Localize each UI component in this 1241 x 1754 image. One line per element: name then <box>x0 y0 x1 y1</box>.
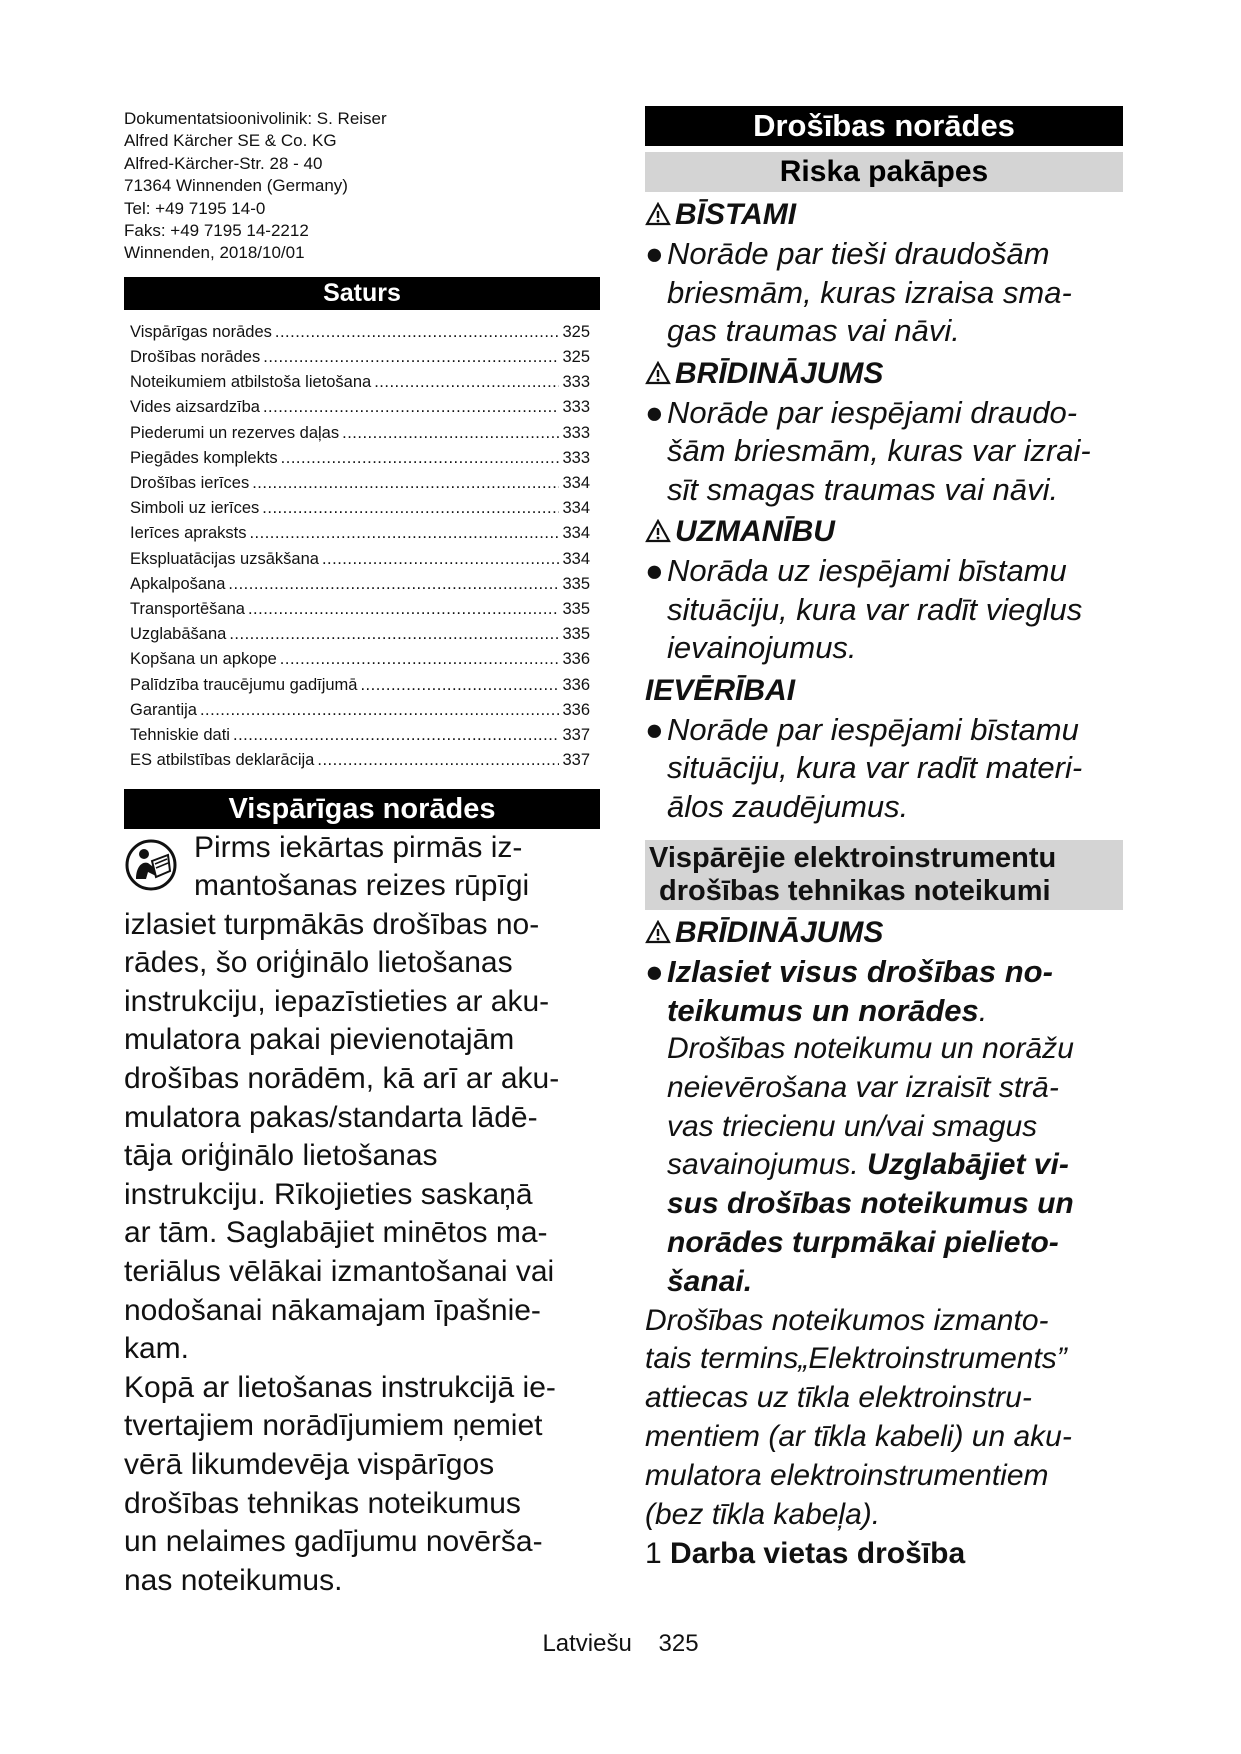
text-line: Norāde par iespējami bīstamu <box>667 711 1079 747</box>
toc-entry[interactable] <box>130 673 590 698</box>
toc-page: 333 <box>562 423 590 442</box>
toc-title: Simboli uz ierīces <box>130 499 260 518</box>
section-number: 1 <box>645 1537 662 1571</box>
text-line: teikumus un norādes <box>667 992 979 1028</box>
danger-label-text: BĪSTAMI <box>675 198 797 231</box>
toc-title: Garantija <box>130 700 197 719</box>
address-line: Tel: +49 7195 14-0 <box>124 198 266 218</box>
text-line: šanai. <box>667 1264 753 1298</box>
toc-entry[interactable] <box>130 572 590 597</box>
toc-page: 336 <box>562 675 590 694</box>
caution-label <box>645 513 1123 550</box>
text-line: tāja oriģinālo lietošanas <box>124 1139 438 1173</box>
toc-title: ES atbilstības deklarācija <box>130 751 315 770</box>
toc-title: Piederumi un rezerves daļas <box>130 423 340 442</box>
text-line <box>645 1146 1123 1185</box>
toc-page: 333 <box>562 448 590 467</box>
bullet-line: gas traumas vai nāvi. <box>667 313 960 348</box>
address-line: Alfred Kärcher SE & Co. KG <box>124 131 337 151</box>
toc-entry[interactable] <box>130 723 590 748</box>
general-notes-paragraph-1 <box>124 906 600 1369</box>
bullet-line: šām briesmām, kuras var izrai- <box>667 433 1091 468</box>
toc-page: 334 <box>562 499 590 518</box>
toc-page: 333 <box>562 398 590 417</box>
text-line: Kopā ar lietošanas instrukcijā ie- <box>124 1370 556 1404</box>
bullet-line: situāciju, kura var radīt materi- <box>667 750 1083 785</box>
toc-entry[interactable] <box>130 521 590 546</box>
text-line: Norāda uz iespējami bīstamu <box>667 553 1067 588</box>
text-line: vas triecienu un/vai smagus <box>667 1109 1038 1143</box>
warning-triangle-icon <box>645 519 671 543</box>
toc-page: 335 <box>562 574 590 593</box>
bullet-line: ● Norāde par iespējami bīstamu <box>645 711 1079 747</box>
toc-title: Apkalpošana <box>130 574 226 593</box>
toc-entry[interactable] <box>130 345 590 370</box>
text-line: mantošanas reizes rūpīgi <box>194 869 530 903</box>
bullet-line: ● Izlasiet visus drošības no- <box>645 954 1053 989</box>
text-line: vērā likumdevēja vispārīgos <box>124 1448 495 1481</box>
toc-page: 335 <box>562 625 590 644</box>
risk-levels-heading: Riska pakāpes <box>645 152 1123 192</box>
bullet-line: ālos zaudējumus. <box>667 788 909 824</box>
toc-page: 325 <box>562 322 590 341</box>
toc-entry[interactable] <box>130 320 590 345</box>
page-number: 325 <box>658 1630 699 1657</box>
toc-page: 334 <box>562 474 590 493</box>
heading-line: drošības tehnikas noteikumi <box>659 875 1051 907</box>
toc-title: Noteikumiem atbilstoša lietošana <box>130 373 372 392</box>
address-line: Faks: +49 7195 14-2212 <box>124 221 309 241</box>
address-line: Alfred-Kärcher-Str. 28 - 40 <box>124 153 323 173</box>
bullet-line: ● Norāde par iespējami draudo- <box>645 394 1078 430</box>
warning-triangle-icon <box>645 361 671 385</box>
section-1-heading <box>645 1534 1123 1574</box>
text-line: rādes, šo oriģinālo lietošanas <box>124 946 513 980</box>
text-line: tais termins„Elektroinstruments” <box>645 1342 1067 1376</box>
text-line: un nelaimes gadījumu novērša- <box>124 1525 543 1559</box>
toc-page: 337 <box>562 726 590 745</box>
heading-line: Vispārējie elektroinstrumentu <box>649 842 1057 874</box>
text-line: tvertajiem norādījumiem ņemiet <box>124 1409 543 1443</box>
bullet-line: ievainojumus. <box>667 630 857 665</box>
toc-title: Ekspluatācijas uzsākšana <box>130 549 319 568</box>
notice-label <box>645 672 1123 709</box>
punctuation: . <box>978 992 988 1028</box>
text-line: izlasiet turpmākās drošības no- <box>124 907 540 941</box>
text-line: (bez tīkla kabeļa). <box>645 1497 881 1531</box>
toc-entry[interactable] <box>130 496 590 521</box>
text-line: attiecas uz tīkla elektroinstru- <box>645 1381 1032 1415</box>
text-line: Drošības noteikumu un norāžu <box>667 1032 1074 1065</box>
address-line: Winnenden, 2018/10/01 <box>124 243 305 263</box>
toc-title: Drošības norādes <box>130 348 261 367</box>
bullet-line: briesmām, kuras izraisa sma- <box>667 274 1072 310</box>
warning-label <box>645 355 1123 392</box>
toc-entry[interactable] <box>130 547 590 572</box>
toc-title: Uzglabāšana <box>130 625 227 644</box>
toc-page: 337 <box>562 751 590 770</box>
toc-title: Drošības ierīces <box>130 474 250 493</box>
toc-entry[interactable] <box>130 597 590 622</box>
address-block <box>124 108 600 265</box>
toc-title: Ierīces apraksts <box>130 524 247 543</box>
toc-entry[interactable] <box>130 395 590 420</box>
text-line: nodošanai nākamajam īpašnie- <box>124 1293 541 1327</box>
toc-title: Tehniskie dati <box>130 726 230 745</box>
text-line: teriālus vēlākai izmantošanai vai <box>124 1255 555 1289</box>
warning-label-text: BRĪDINĀJUMS <box>675 356 884 390</box>
text-line: neievērošana var izraisīt strā- <box>667 1070 1059 1104</box>
text-line: Izlasiet visus drošības no- <box>667 954 1053 989</box>
toc-title: Transportēšana <box>130 600 245 619</box>
toc-page: 336 <box>562 650 590 669</box>
left-column <box>124 108 600 1600</box>
address-line: Dokumentatsioonivolinik: S. Reiser <box>124 109 387 128</box>
toc-entry[interactable] <box>130 446 590 471</box>
text-line: Pirms iekārtas pirmās iz- <box>194 830 523 864</box>
text-line: drošības norādēm, kā arī ar aku- <box>124 1062 560 1096</box>
toc-page: 336 <box>562 700 590 719</box>
toc-entry[interactable] <box>130 421 590 446</box>
text-line: Drošības noteikumos izmanto- <box>645 1303 1049 1337</box>
toc-entry[interactable] <box>130 370 590 395</box>
text-line: nas noteikumus. <box>124 1563 343 1597</box>
text-line: Norāde par iespējami draudo- <box>667 394 1078 430</box>
text-line: mulatora pakai pievienotajām <box>124 1023 515 1057</box>
safety-notes-heading: Drošības norādes <box>645 106 1123 146</box>
bullet-line: sīt smagas traumas vai nāvi. <box>667 471 1059 507</box>
toc-heading: Saturs <box>124 277 600 310</box>
section-title: Darba vietas drošība <box>670 1537 966 1571</box>
text-line: mentiem (ar tīkla kabeli) un aku- <box>645 1419 1072 1453</box>
caution-label-text: UZMANĪBU <box>675 515 835 548</box>
text-fragment: savainojumus. <box>667 1148 859 1182</box>
text-line: instrukciju. Rīkojieties saskaņā <box>124 1177 533 1211</box>
text-fragment: Uzglabājiet vi- <box>867 1148 1069 1182</box>
address-line: 71364 Winnenden (Germany) <box>124 176 348 196</box>
warning-label <box>645 914 1123 951</box>
bullet-line: ● Norāde par tieši draudošām <box>645 236 1050 271</box>
text-line: drošības tehnikas noteikumus <box>124 1486 521 1520</box>
notice-label-text: IEVĒRĪBAI <box>645 673 796 707</box>
toc-entry[interactable] <box>130 622 590 647</box>
warning-triangle-icon <box>645 920 671 944</box>
text-line: mulatora elektroinstrumentiem <box>645 1458 1049 1492</box>
toc-page: 335 <box>562 600 590 619</box>
text-line: sus drošības noteikumus un <box>667 1187 1074 1221</box>
general-notes-paragraph-2 <box>124 1369 600 1601</box>
bullet-line: ● Norāda uz iespējami bīstamu <box>645 553 1067 588</box>
right-column <box>645 106 1123 1574</box>
table-of-contents <box>124 320 590 774</box>
toc-title: Kopšana un apkope <box>130 650 277 669</box>
toc-page: 334 <box>562 549 590 568</box>
toc-entry[interactable] <box>130 471 590 496</box>
danger-label <box>645 196 1123 233</box>
page-footer <box>0 1630 1241 1658</box>
toc-page: 333 <box>562 373 590 392</box>
warning-label-text: BRĪDINĀJUMS <box>675 916 884 949</box>
read-manual-icon <box>124 839 178 891</box>
toc-page: 325 <box>562 348 590 367</box>
text-line: kam. <box>124 1332 190 1366</box>
toc-title: Vispārīgas norādes <box>130 322 272 341</box>
bullet-line: situāciju, kura var radīt vieglus <box>667 591 1083 627</box>
toc-page: 334 <box>562 524 590 543</box>
footer-language: Latviešu <box>542 1630 632 1657</box>
toc-title: Piegādes komplekts <box>130 448 278 467</box>
bullet-line <box>645 992 1123 1031</box>
warning-triangle-icon <box>645 202 671 226</box>
general-notes-intro <box>124 829 600 906</box>
text-line: norādes turpmākai pielieto- <box>667 1225 1059 1259</box>
power-tools-safety-heading <box>645 840 1123 910</box>
toc-title: Palīdzība traucējumu gadījumā <box>130 675 358 694</box>
text-line: ar tām. Saglabājiet minētos ma- <box>124 1216 548 1250</box>
toc-entry[interactable] <box>130 647 590 672</box>
general-notes-heading: Vispārīgas norādes <box>124 789 600 829</box>
toc-entry[interactable] <box>130 698 590 723</box>
toc-title: Vides aizsardzība <box>130 398 260 417</box>
text-line: mulatora pakas/standarta lādē- <box>124 1100 538 1134</box>
text-line: instrukciju, iepazīstieties ar aku- <box>124 984 550 1018</box>
toc-entry[interactable] <box>130 748 590 773</box>
text-line: Norāde par tieši draudošām <box>667 236 1050 271</box>
